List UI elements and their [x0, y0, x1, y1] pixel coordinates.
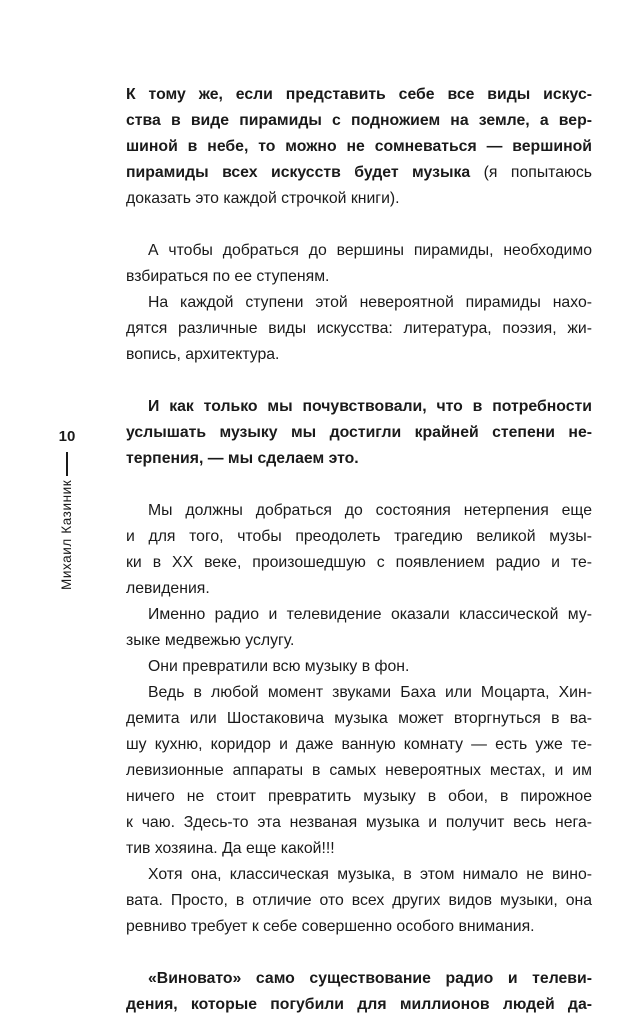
text-line: левизионные аппараты в самых невероятных местах, и им	[126, 762, 592, 779]
text-line: терпения, — мы сделаем это.	[126, 450, 359, 467]
paragraph-4	[126, 394, 592, 472]
text-line: дения, которые погубили для миллионов людей да-	[126, 996, 592, 1013]
text-line: На каждой ступени этой невероятной пирамиды нахо-	[148, 294, 592, 311]
text-line: ревниво требует к себе совершенно особого внимания.	[126, 918, 535, 935]
running-head-author: Михаил Казиник	[59, 479, 74, 590]
text-line: «Виновато» само существование радио и телеви-	[148, 970, 592, 987]
paragraph-8	[126, 680, 592, 862]
text-line: ничего не стоит превратить музыку в обои, в пирожное	[126, 788, 592, 805]
text-line: взбираться по ее ступеням.	[126, 268, 330, 285]
body-text	[126, 82, 592, 1018]
bold-segment: пирамиды всех искусств будет музыка	[126, 164, 471, 181]
page-number: 10	[58, 428, 76, 445]
text-line: зыке медвежью услугу.	[126, 632, 295, 649]
text-line: к чаю. Здесь-то эта незваная музыка и получит весь нега-	[126, 814, 592, 831]
text-line: демита или Шостаковича музыка может вторгнуться в ва-	[126, 710, 592, 727]
text-line: тив хозяина. Да еще какой!!!	[126, 840, 335, 857]
paragraph-10	[126, 966, 592, 1018]
text-line: ства в виде пирамиды с подножием на земле, а вер-	[126, 112, 592, 129]
text-line: вата. Просто, в отличие ото всех других видов музыки, она	[126, 892, 592, 909]
paragraph-3	[126, 290, 592, 368]
text-line: дятся различные виды искусства: литература, поэзия, жи-	[126, 320, 592, 337]
text-line: и для того, чтобы преодолеть трагедию великой музы-	[126, 528, 592, 545]
paragraph-9	[126, 862, 592, 940]
text-line: К тому же, если представить себе все виды искус-	[126, 86, 592, 103]
margin-rule	[66, 452, 68, 476]
text-line: шиной в небе, то можно не сомневаться — вершиной	[126, 138, 592, 155]
paragraph-2	[126, 238, 592, 290]
text-line: Хотя она, классическая музыка, в этом нимало не вино-	[148, 866, 592, 883]
paragraph-1	[126, 82, 592, 212]
paragraph-7	[126, 654, 592, 680]
text-line: А чтобы добраться до вершины пирамиды, необходимо	[148, 242, 592, 259]
text-line: вопись, архитектура.	[126, 346, 280, 363]
regular-segment: (я попытаюсь	[470, 164, 592, 181]
text-line: ки в XX веке, произошедшую с появлением радио и те-	[126, 554, 592, 571]
text-line-mixed	[126, 160, 592, 186]
text-line: Именно радио и телевидение оказали классической му-	[148, 606, 592, 623]
text-line: Мы должны добраться до состояния нетерпения еще	[148, 502, 592, 519]
text-line: Ведь в любой момент звуками Баха или Моцарта, Хин-	[148, 684, 592, 701]
paragraph-5	[126, 498, 592, 602]
text-line: шу кухню, коридор и даже ванную комнату — есть уже те-	[126, 736, 592, 753]
text-line: Они превратили всю музыку в фон.	[148, 658, 410, 675]
text-line: услышать музыку мы достигли крайней степени не-	[126, 424, 592, 441]
paragraph-6	[126, 602, 592, 654]
text-line: доказать это каждой строчкой книги).	[126, 190, 400, 207]
text-line: И как только мы почувствовали, что в потребности	[148, 398, 592, 415]
text-line: левидения.	[126, 580, 210, 597]
